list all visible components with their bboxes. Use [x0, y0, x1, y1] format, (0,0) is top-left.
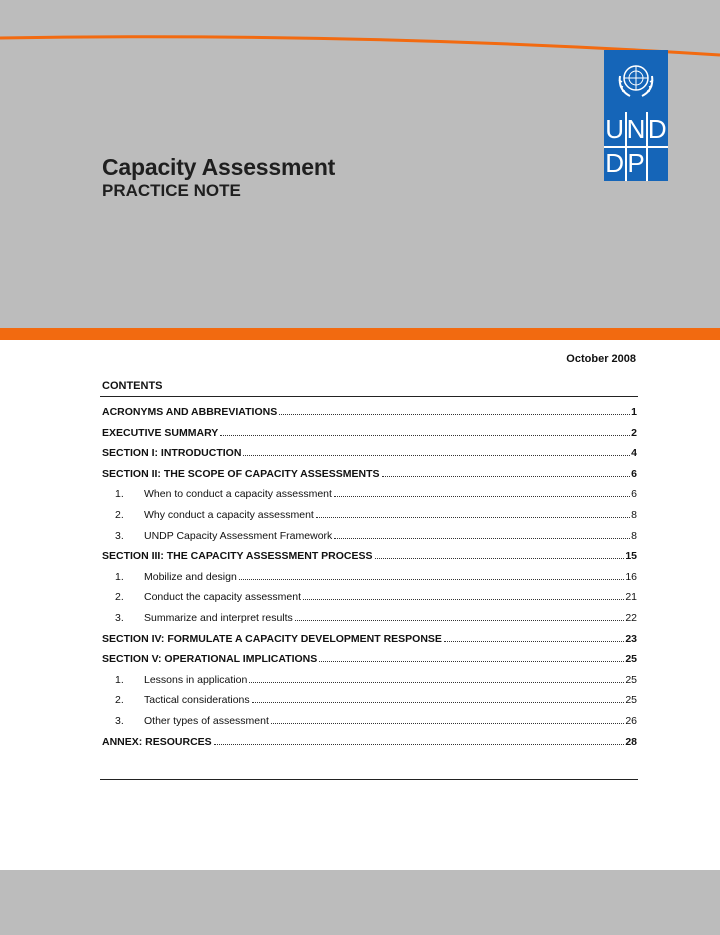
toc-dot-leader [252, 702, 625, 703]
toc-dot-leader [214, 744, 625, 745]
toc-entry[interactable] [102, 406, 637, 427]
toc-entry-number: 1. [115, 673, 124, 686]
toc-dot-leader [334, 538, 630, 539]
toc-entry-page: 28 [625, 735, 637, 748]
toc-entry-label: UNDP Capacity Assessment Framework [144, 529, 333, 542]
toc-entry[interactable] [102, 509, 637, 530]
logo-divider [625, 112, 627, 181]
toc-dot-leader [295, 620, 625, 621]
table-of-contents [102, 406, 637, 756]
toc-entry[interactable] [102, 591, 637, 612]
document-subtitle: PRACTICE NOTE [102, 181, 241, 200]
toc-entry-label: Mobilize and design [144, 570, 237, 583]
toc-entry-page: 23 [625, 632, 637, 645]
toc-entry[interactable] [102, 653, 637, 674]
toc-entry[interactable] [102, 488, 637, 509]
toc-entry-page: 8 [631, 508, 637, 521]
undp-logo [604, 50, 668, 181]
logo-letter: D [647, 114, 667, 144]
toc-dot-leader [249, 682, 624, 683]
toc-dot-leader [375, 558, 625, 559]
cover-footer-band [0, 870, 720, 935]
toc-entry-page: 22 [625, 611, 637, 624]
toc-entry-label: Conduct the capacity assessment [144, 591, 301, 604]
logo-divider [604, 146, 668, 148]
toc-entry-number: 1. [115, 570, 124, 583]
toc-entry-page: 25 [625, 653, 637, 666]
toc-entry-label: Lessons in application [144, 673, 248, 686]
logo-letter: U [605, 114, 625, 144]
toc-entry-number: 3. [115, 611, 124, 624]
toc-entry-label: Why conduct a capacity assessment [144, 508, 314, 521]
toc-entry-page: 16 [625, 570, 637, 583]
toc-dot-leader [279, 414, 630, 415]
toc-entry-page: 2 [631, 426, 637, 439]
toc-entry[interactable] [102, 530, 637, 551]
toc-entry-page: 26 [625, 714, 637, 727]
toc-dot-leader [319, 661, 624, 662]
toc-entry-number: 2. [115, 508, 124, 521]
contents-heading: CONTENTS [102, 380, 163, 392]
toc-entry-label: Tactical considerations [144, 694, 250, 707]
toc-dot-leader [271, 723, 624, 724]
logo-letter: P [627, 148, 645, 178]
toc-entry-number: 1. [115, 488, 124, 501]
toc-entry-page: 4 [631, 447, 637, 460]
toc-entry[interactable] [102, 571, 637, 592]
contents-rule-top [100, 396, 638, 397]
toc-dot-leader [220, 435, 630, 436]
document-date: October 2008 [566, 353, 636, 365]
toc-entry[interactable] [102, 468, 637, 489]
toc-entry-page: 6 [631, 467, 637, 480]
toc-entry-label: SECTION IV: FORMULATE A CAPACITY DEVELOPMENT RESPONSE [102, 632, 442, 645]
toc-entry[interactable] [102, 694, 637, 715]
toc-entry-label: SECTION I: INTRODUCTION [102, 447, 242, 460]
toc-entry[interactable] [102, 447, 637, 468]
orange-divider-bar [0, 328, 720, 340]
logo-letter-blank [647, 146, 668, 180]
toc-entry-number: 3. [115, 529, 124, 542]
toc-entry-label: EXECUTIVE SUMMARY [102, 426, 219, 439]
toc-dot-leader [334, 496, 630, 497]
toc-entry[interactable] [102, 633, 637, 654]
toc-entry[interactable] [102, 427, 637, 448]
toc-entry-page: 21 [625, 591, 637, 604]
toc-entry-label: ANNEX: RESOURCES [102, 735, 212, 748]
toc-dot-leader [382, 476, 631, 477]
toc-entry-page: 25 [625, 673, 637, 686]
contents-rule-bottom [100, 779, 638, 780]
toc-entry-page: 8 [631, 529, 637, 542]
toc-dot-leader [444, 641, 624, 642]
toc-entry[interactable] [102, 612, 637, 633]
toc-dot-leader [316, 517, 630, 518]
toc-entry-label: SECTION II: THE SCOPE OF CAPACITY ASSESSMENTS [102, 467, 380, 480]
toc-entry-label: Other types of assessment [144, 714, 269, 727]
toc-entry-label: ACRONYMS AND ABBREVIATIONS [102, 406, 278, 418]
toc-dot-leader [239, 579, 625, 580]
toc-entry-label: When to conduct a capacity assessment [144, 488, 332, 501]
logo-divider [646, 112, 648, 181]
toc-entry[interactable] [102, 674, 637, 695]
toc-entry-page: 15 [625, 550, 637, 563]
toc-entry-page: 1 [631, 406, 637, 418]
toc-entry-label: SECTION V: OPERATIONAL IMPLICATIONS [102, 653, 318, 666]
toc-entry-label: SECTION III: THE CAPACITY ASSESSMENT PROCESS [102, 550, 373, 563]
toc-entry[interactable] [102, 550, 637, 571]
toc-entry-label: Summarize and interpret results [144, 611, 293, 624]
logo-letter: N [626, 114, 646, 144]
toc-dot-leader [303, 599, 624, 600]
toc-entry[interactable] [102, 736, 637, 757]
toc-entry-page: 6 [631, 488, 637, 501]
un-emblem-icon [612, 56, 660, 104]
toc-entry-number: 2. [115, 591, 124, 604]
toc-entry-number: 2. [115, 694, 124, 707]
toc-dot-leader [243, 455, 630, 456]
toc-entry-page: 25 [625, 694, 637, 707]
document-title: Capacity Assessment [102, 154, 336, 180]
toc-entry-number: 3. [115, 714, 124, 727]
toc-entry[interactable] [102, 715, 637, 736]
logo-letter: D [605, 148, 625, 178]
